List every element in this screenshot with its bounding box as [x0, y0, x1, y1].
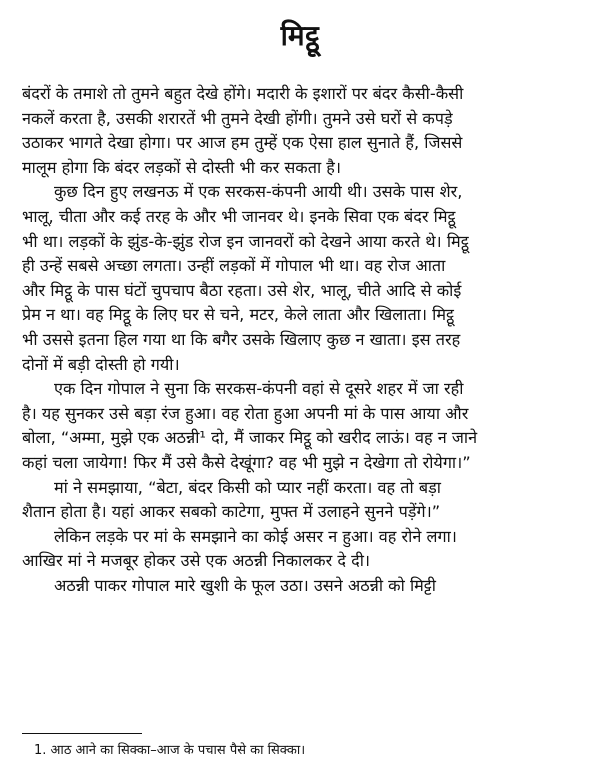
- text-line: प्रेम न था। वह मिट्ठू के लिए घर से चने, मटर, केले लाता और खिलाता। मिट्ठू: [22, 305, 454, 325]
- text-line: मालूम होगा कि बंदर लड़कों से दोस्ती भी कर सकता है।: [22, 157, 342, 177]
- footnote-divider: [22, 733, 142, 734]
- text-line: आखिर मां ने मजबूर होकर उसे एक अठन्नी निकालकर दे दी।: [22, 551, 371, 571]
- text-line: नकलें करता है, उसकी शरारतें भी तुमने देखी होंगी। तुमने उसे घरों से कपड़े: [22, 108, 453, 128]
- text-line: मां ने समझाया, “बेटा, बंदर किसी को प्यार नहीं करता। वह तो बड़ा: [54, 477, 441, 497]
- text-line: शैतान होता है। यहां आकर सबको काटेगा, मुफ्त में उलाहने सुनने पड़ेंगे।”: [22, 502, 441, 522]
- text-line: भी उससे इतना हिल गया था कि बगैर उसके खिलाए कुछ न खाता। इस तरह: [22, 329, 461, 349]
- text-line: अठन्नी पाकर गोपाल मारे खुशी के फूल उठा। उसने अठन्नी को मिट्टी: [54, 575, 436, 595]
- paragraph: [22, 476, 578, 525]
- footnote: 1. आठ आने का सिक्का–आज के पचास पैसे का सिक्का।: [34, 743, 306, 758]
- text-line: उठाकर भागते देखा होगा। पर आज हम तुम्हें एक ऐसा हाल सुनाते हैं, जिससे: [22, 133, 463, 153]
- story-body: [22, 82, 578, 598]
- text-line: कहां चला जायेगा! फिर मैं उसे कैसे देखूंगा? वह भी मुझे न देखेगा तो रोयेगा।”: [22, 452, 471, 472]
- paragraph: [22, 525, 578, 574]
- text-line: भालू, चीता और कई तरह के और भी जानवर थे। इनके सिवा एक बंदर मिट्ठू: [22, 206, 456, 226]
- text-line: ही उन्हें सबसे अच्छा लगता। उन्हीं लड़कों में गोपाल भी था। वह रोज आता: [22, 256, 446, 276]
- text-line: और मिट्ठू के पास घंटों चुपचाप बैठा रहता। उसे शेर, भालू, चीते आदि से कोई: [22, 280, 462, 300]
- text-line: कुछ दिन हुए लखनऊ में एक सरकस-कंपनी आयी थी। उसके पास शेर,: [54, 182, 463, 202]
- text-line: दोनों में बड़ी दोस्ती हो गयी।: [22, 354, 180, 374]
- paragraph: [22, 574, 578, 599]
- paragraph: [22, 82, 578, 180]
- text-line: बोला, “अम्मा, मुझे एक अठन्नी¹ दो, मैं जाकर मिट्ठू को खरीद लाऊं। वह न जाने: [22, 428, 478, 448]
- text-line: बंदरों के तमाशे तो तुमने बहुत देखे होंगे। मदारी के इशारों पर बंदर कैसी-कैसी: [22, 84, 464, 103]
- paragraph: [22, 377, 578, 475]
- paragraph: [22, 180, 578, 377]
- text-line: एक दिन गोपाल ने सुना कि सरकस-कंपनी वहां से दूसरे शहर में जा रही: [54, 379, 464, 399]
- text-line: है। यह सुनकर उसे बड़ा रंज हुआ। वह रोता हुआ अपनी मां के पास आया और: [22, 403, 469, 423]
- text-line: भी था। लड़कों के झुंड-के-झुंड रोज इन जानवरों को देखने आया करते थे। मिट्ठू: [22, 231, 469, 251]
- text-line: लेकिन लड़के पर मां के समझाने का कोई असर न हुआ। वह रोने लगा।: [54, 526, 457, 546]
- chapter-title: मिट्ठू: [280, 19, 320, 52]
